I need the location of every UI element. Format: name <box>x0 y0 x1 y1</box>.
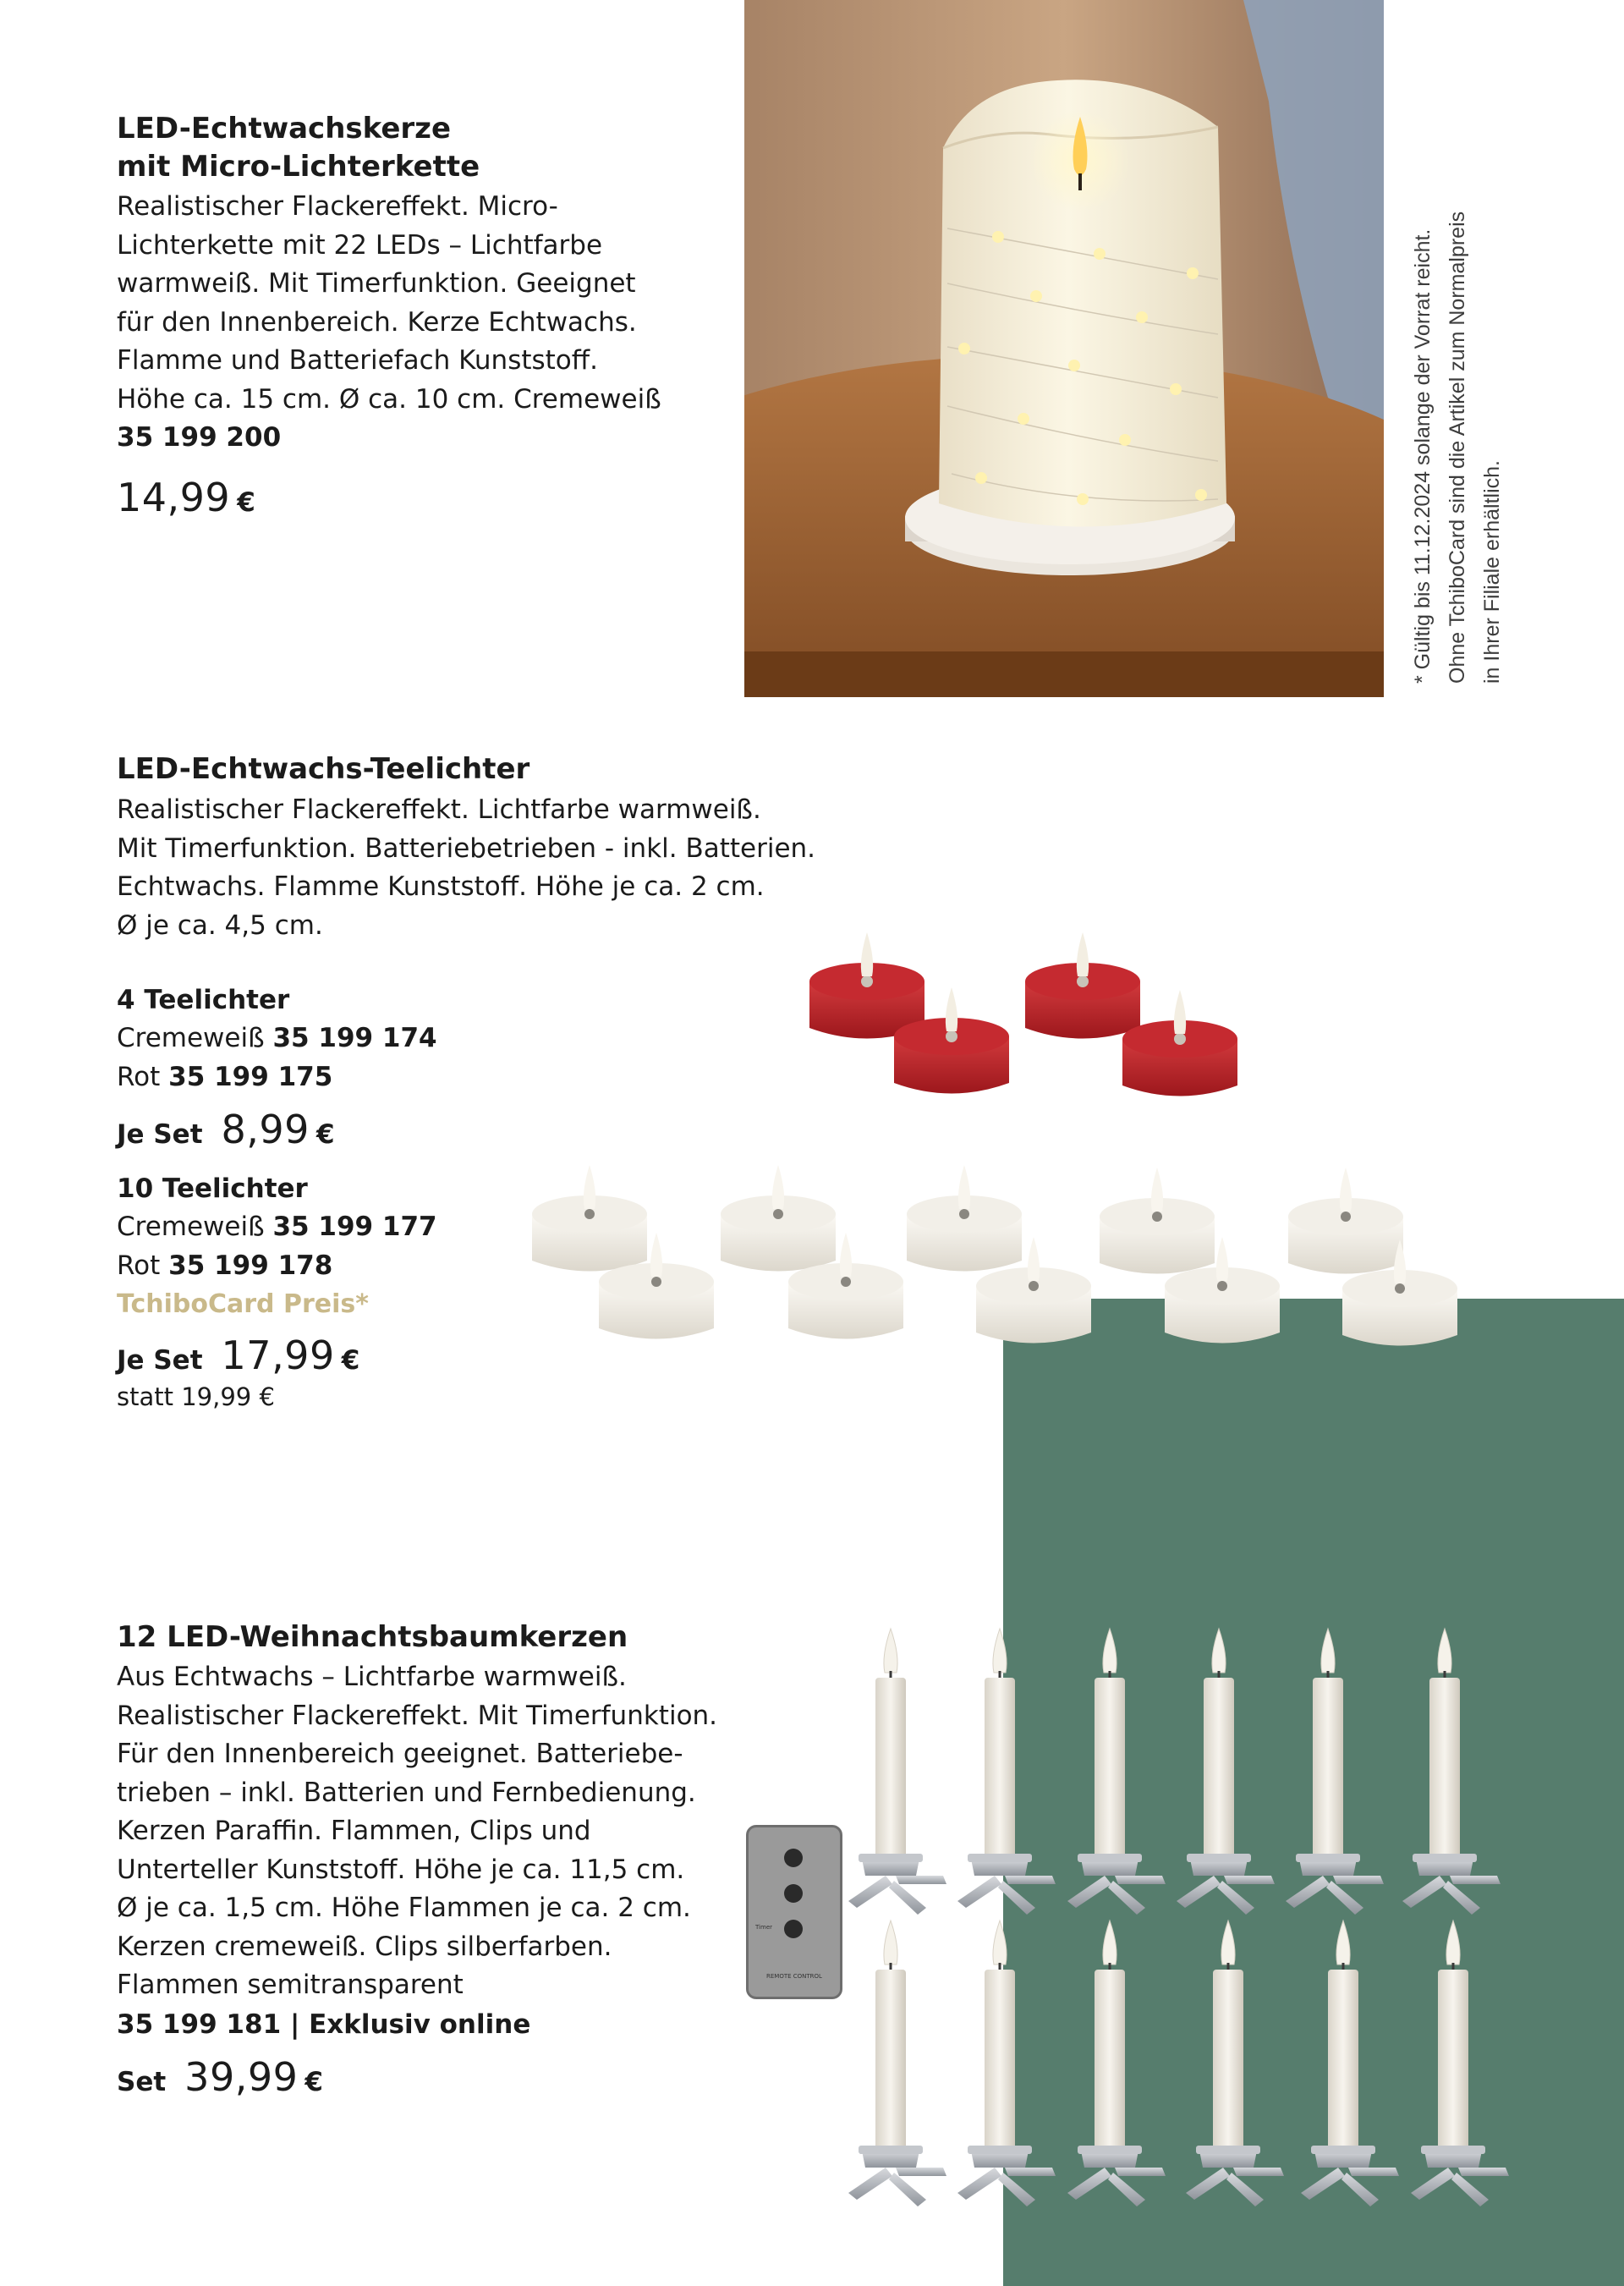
tree-candles-row-top <box>848 1629 1501 1915</box>
product2-photo <box>524 914 1463 1388</box>
product1-article-number: 35 199 200 <box>117 422 282 453</box>
set4-variant-name: Rot <box>117 1061 161 1092</box>
product1-block <box>117 110 726 520</box>
product2-desc-line: Echtwachs. Flamme Kunststoff. Höhe je ca. 2 cm. <box>117 871 765 902</box>
red-tealights <box>809 932 1237 1096</box>
set10-variant-article: 35 199 177 <box>272 1212 437 1242</box>
set10-price-label: Je Set <box>117 1345 203 1376</box>
product1-desc-line: warmweiß. Mit Timerfunktion. Geeignet <box>117 268 636 299</box>
set4-price-label: Je Set <box>117 1119 203 1150</box>
tchibocard-price-label: TchiboCard Preis* <box>117 1289 369 1319</box>
remote-timer-label: Timer <box>755 1924 773 1931</box>
product3-price-value: 39,99 <box>184 2053 299 2100</box>
validity-note-line: * Gültig bis 11.12.2024 solange der Vorrat reicht. <box>1411 228 1435 684</box>
product1-desc-line: Höhe ca. 15 cm. Ø ca. 10 cm. Cremeweiß <box>117 383 661 415</box>
validity-note-line: in Ihrer Filiale erhältlich. <box>1480 460 1504 684</box>
product3-desc-line: Kerzen Paraffin. Flammen, Clips und <box>117 1816 591 1846</box>
product1-price <box>117 475 726 520</box>
remote-control-label: REMOTE CONTROL <box>766 1973 822 1980</box>
validity-note-line: Ohne TchiboCard sind die Artikel zum Normalpreis <box>1446 211 1469 684</box>
set4-variant-article: 35 199 174 <box>272 1023 437 1053</box>
product1-desc-line: Lichterkette mit 22 LEDs – Lichtfarbe <box>117 229 603 261</box>
product1-photo <box>744 0 1384 697</box>
set10-variant-article: 35 199 178 <box>168 1250 333 1281</box>
product3-desc-line: Kerzen cremeweiß. Clips silberfarben. <box>117 1931 612 1962</box>
product3-price <box>117 2054 760 2100</box>
product2-desc-line: Ø je ca. 4,5 cm. <box>117 909 323 941</box>
product2-desc-line: Realistischer Flackereffekt. Lichtfarbe warmweiß. <box>117 794 761 825</box>
tealights-image <box>524 914 1463 1388</box>
product3-article-line: 35 199 181 | Exklusiv online <box>117 2008 531 2040</box>
set10-currency: € <box>341 1345 360 1376</box>
product3-price-label: Set <box>117 2066 167 2097</box>
set4-variant-article: 35 199 175 <box>168 1061 333 1092</box>
cream-tealights <box>532 1165 1457 1346</box>
product1-price-value: 14,99 <box>117 474 231 520</box>
product3-desc-line: trieben – inkl. Batterien und Fernbedienung. <box>117 1777 696 1808</box>
product3-article-note: Exklusiv online <box>309 2008 531 2040</box>
set4-currency: € <box>315 1119 335 1150</box>
set10-heading: 10 Teelichter <box>117 1173 308 1204</box>
product3-desc-line: Ø je ca. 1,5 cm. Höhe Flammen je ca. 2 cm. <box>117 1893 691 1923</box>
product3-title: 12 LED-Weihnachtsbaumkerzen <box>117 1620 628 1654</box>
set4-price-value: 8,99 <box>221 1107 310 1152</box>
product3-desc-line: Realistischer Flackereffekt. Mit Timerfunktion. <box>117 1700 718 1731</box>
product1-description <box>117 188 726 458</box>
product2-desc-line: Mit Timerfunktion. Batteriebetrieben - inkl. Batterien. <box>117 833 816 864</box>
product1-desc-line: für den Innenbereich. Kerze Echtwachs. <box>117 306 637 338</box>
set10-price-value: 17,99 <box>221 1333 335 1378</box>
product3-desc-line: Für den Innenbereich geeignet. Batteriebe- <box>117 1739 683 1769</box>
product3-desc-line: Aus Echtwachs – Lichtfarbe warmweiß. <box>117 1662 627 1692</box>
tree-candles-image <box>736 1620 1539 2212</box>
product1-currency: € <box>237 486 255 518</box>
product3-article-number: 35 199 181 <box>117 2008 282 2040</box>
set10-variant-name: Cremeweiß <box>117 1212 265 1242</box>
product1-title-line: mit Micro-Lichterkette <box>117 150 480 184</box>
product3-currency: € <box>304 2066 323 2097</box>
product3-photo <box>736 1620 1539 2212</box>
product1-title <box>117 110 726 186</box>
product3-desc-line: Flammen semitransparent <box>117 1970 464 2000</box>
set10-old-price: statt 19,99 € <box>117 1382 275 1411</box>
led-pillar-candle-image <box>744 0 1384 697</box>
set4-heading: 4 Teelichter <box>117 985 290 1015</box>
product3-block <box>117 1618 760 2100</box>
product1-desc-line: Flamme und Batteriefach Kunststoff. <box>117 345 598 376</box>
product1-desc-line: Realistischer Flackereffekt. Micro- <box>117 191 558 222</box>
product3-desc-line: Unterteller Kunststoff. Höhe je ca. 11,5 cm. <box>117 1854 685 1885</box>
product2-title: LED-Echtwachs-Teelichter <box>117 752 530 786</box>
set10-variant-name: Rot <box>117 1250 161 1281</box>
validity-note <box>1406 0 1510 684</box>
product1-title-line: LED-Echtwachskerze <box>117 112 452 146</box>
set4-variant-name: Cremeweiß <box>117 1023 265 1053</box>
tree-candles-row-bottom <box>848 1921 1509 2206</box>
product3-description <box>117 1658 760 2005</box>
